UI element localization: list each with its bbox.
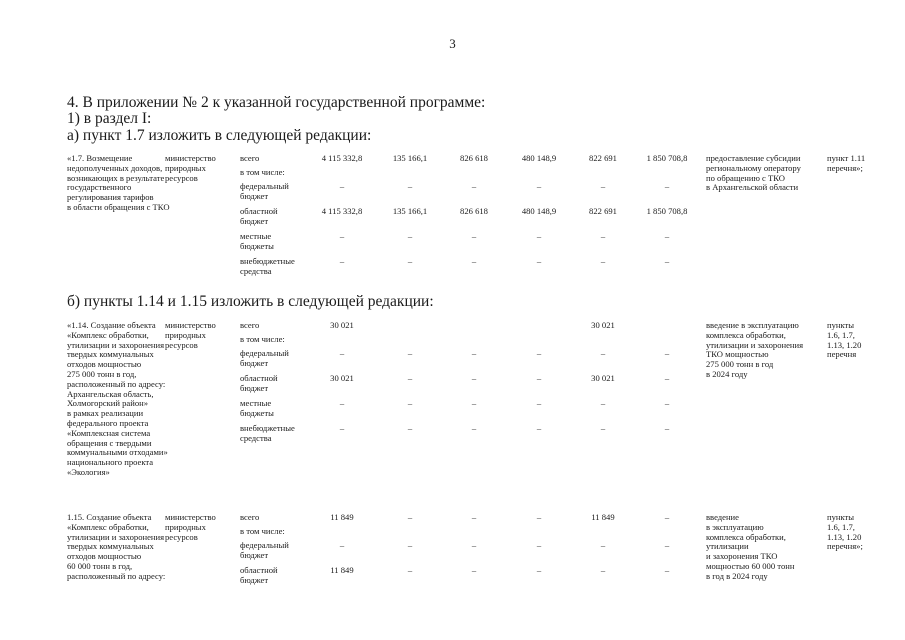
funding-source-label: внебюджетные средства [240, 423, 295, 443]
indicator-link: пункт 1.11 перечня»; [827, 153, 866, 173]
amount-cell: – [664, 512, 670, 522]
amount-cell: 30 021 [591, 320, 615, 330]
funding-source-label: в том числе: [240, 526, 285, 536]
amount-cell: – [664, 231, 670, 241]
amount-cell: – [536, 348, 542, 358]
amount-cell: – [471, 540, 477, 550]
funding-source-label: всего [240, 320, 260, 330]
amount-cell: – [471, 373, 477, 383]
indicator-link: пункты 1.6, 1.7, 1.13, 1.20 перечня»; [827, 512, 863, 552]
amount-cell: – [664, 540, 670, 550]
expected-result: предоставление субсидии региональному оператору по обращению с ТКО в Архангельской области [706, 153, 801, 193]
page-number: 3 [449, 36, 456, 51]
amount-cell: – [536, 398, 542, 408]
amount-cell: – [407, 348, 413, 358]
amount-cell: 11 849 [591, 512, 615, 522]
amount-cell: 30 021 [591, 373, 615, 383]
amount-cell: – [600, 540, 606, 550]
expected-result: введение в эксплуатацию комплекса обработки, утилизации и захоронения ТКО мощностью 275 000 тонн в год в 2024 году [706, 320, 804, 379]
amount-cell: – [407, 423, 413, 433]
amount-cell: – [471, 512, 477, 522]
funding-source-label: федеральный бюджет [240, 540, 289, 560]
amount-cell: – [339, 231, 345, 241]
amount-cell: 30 021 [330, 373, 354, 383]
amount-cell: – [664, 181, 670, 191]
funding-source-label: в том числе: [240, 167, 285, 177]
amount-cell: – [407, 231, 413, 241]
amount-cell: – [339, 540, 345, 550]
amount-cell: 480 148,9 [521, 153, 557, 163]
amount-cell: – [471, 256, 477, 266]
amount-cell: – [471, 231, 477, 241]
amount-cell: – [471, 398, 477, 408]
amount-cell: – [600, 231, 606, 241]
amount-cell: 1 850 708,8 [646, 206, 688, 216]
funding-source-label: в том числе: [240, 334, 285, 344]
amount-cell: – [339, 348, 345, 358]
heading-appendix: 4. В приложении № 2 к указанной государственной программе: [67, 94, 486, 111]
amount-cell: – [471, 423, 477, 433]
amount-cell: – [407, 181, 413, 191]
amount-cell: – [600, 565, 606, 575]
amount-cell: – [407, 565, 413, 575]
amount-cell: – [664, 348, 670, 358]
amount-cell: 826 618 [460, 153, 488, 163]
amount-cell: – [407, 540, 413, 550]
amount-cell: 822 691 [589, 153, 617, 163]
amount-cell: – [536, 512, 542, 522]
amount-cell: – [339, 181, 345, 191]
funding-source-label: федеральный бюджет [240, 348, 289, 368]
funding-source-label: федеральный бюджет [240, 181, 289, 201]
amount-cell: – [407, 256, 413, 266]
amount-cell: – [407, 398, 413, 408]
amount-cell: 4 115 332,8 [321, 206, 363, 216]
amount-cell: – [536, 423, 542, 433]
amount-cell: – [339, 256, 345, 266]
amount-cell: – [600, 256, 606, 266]
amount-cell: 11 849 [330, 512, 354, 522]
amount-cell: – [664, 423, 670, 433]
heading-items-1-14-1-15: б) пункты 1.14 и 1.15 изложить в следующей редакции: [67, 293, 434, 310]
funding-source-label: всего [240, 153, 260, 163]
activity-name: «1.14. Создание объекта «Комплекс обработки, утилизации и захоронения твердых коммунальных отходов мощностью 275 000 тонн в год, расположенный по адресу: Архангельская область, Холмогорский район» в рамках реализации федерального проекта «Комплексная система обращения с твердыми коммунальными отходами» национального проекта «Экология» [67, 320, 168, 477]
funding-source-label: областной бюджет [240, 565, 278, 585]
funding-source-label: областной бюджет [240, 206, 278, 226]
amount-cell: – [339, 398, 345, 408]
amount-cell: 135 166,1 [392, 153, 428, 163]
amount-cell: – [536, 231, 542, 241]
amount-cell: – [536, 540, 542, 550]
funding-source-label: внебюджетные средства [240, 256, 295, 276]
activity-name: «1.7. Возмещение недополученных доходов, возникающих в результате государственного регулирования тарифов в области обращения с ТКО [67, 153, 170, 212]
amount-cell: 30 021 [330, 320, 354, 330]
amount-cell: 135 166,1 [392, 206, 428, 216]
amount-cell: – [471, 348, 477, 358]
executor: министерство природных ресурсов [165, 153, 216, 183]
amount-cell: 822 691 [589, 206, 617, 216]
amount-cell: – [664, 373, 670, 383]
amount-cell: – [471, 565, 477, 575]
amount-cell: – [600, 348, 606, 358]
heading-item-1-7: а) пункт 1.7 изложить в следующей редакции: [67, 127, 372, 144]
expected-result: введение в эксплуатацию комплекса обработки, утилизации и захоронения ТКО мощностью 60 000 тонн в год в 2024 году [706, 512, 795, 581]
funding-source-label: областной бюджет [240, 373, 278, 393]
amount-cell: 480 148,9 [521, 206, 557, 216]
amount-cell: – [664, 565, 670, 575]
amount-cell: – [339, 423, 345, 433]
amount-cell: – [536, 181, 542, 191]
amount-cell: – [407, 512, 413, 522]
amount-cell: – [536, 256, 542, 266]
heading-section: 1) в раздел I: [67, 110, 152, 127]
amount-cell: 1 850 708,8 [646, 153, 688, 163]
funding-source-label: всего [240, 512, 260, 522]
amount-cell: – [407, 373, 413, 383]
executor: министерство природных ресурсов [165, 320, 216, 350]
amount-cell: 11 849 [330, 565, 354, 575]
amount-cell: 4 115 332,8 [321, 153, 363, 163]
amount-cell: – [600, 398, 606, 408]
amount-cell: – [471, 181, 477, 191]
amount-cell: – [600, 181, 606, 191]
amount-cell: – [536, 565, 542, 575]
amount-cell: – [664, 256, 670, 266]
indicator-link: пункты 1.6, 1.7, 1.13, 1.20 перечня [827, 320, 862, 360]
amount-cell: – [600, 423, 606, 433]
amount-cell: – [536, 373, 542, 383]
funding-source-label: местные бюджеты [240, 231, 274, 251]
amount-cell: 826 618 [460, 206, 488, 216]
funding-source-label: местные бюджеты [240, 398, 274, 418]
amount-cell: – [664, 398, 670, 408]
activity-name: 1.15. Создание объекта «Комплекс обработки, утилизации и захоронения твердых коммунальных отходов мощностью 60 000 тонн в год, расположенный по адресу: [67, 512, 166, 581]
executor: министерство природных ресурсов [165, 512, 216, 542]
